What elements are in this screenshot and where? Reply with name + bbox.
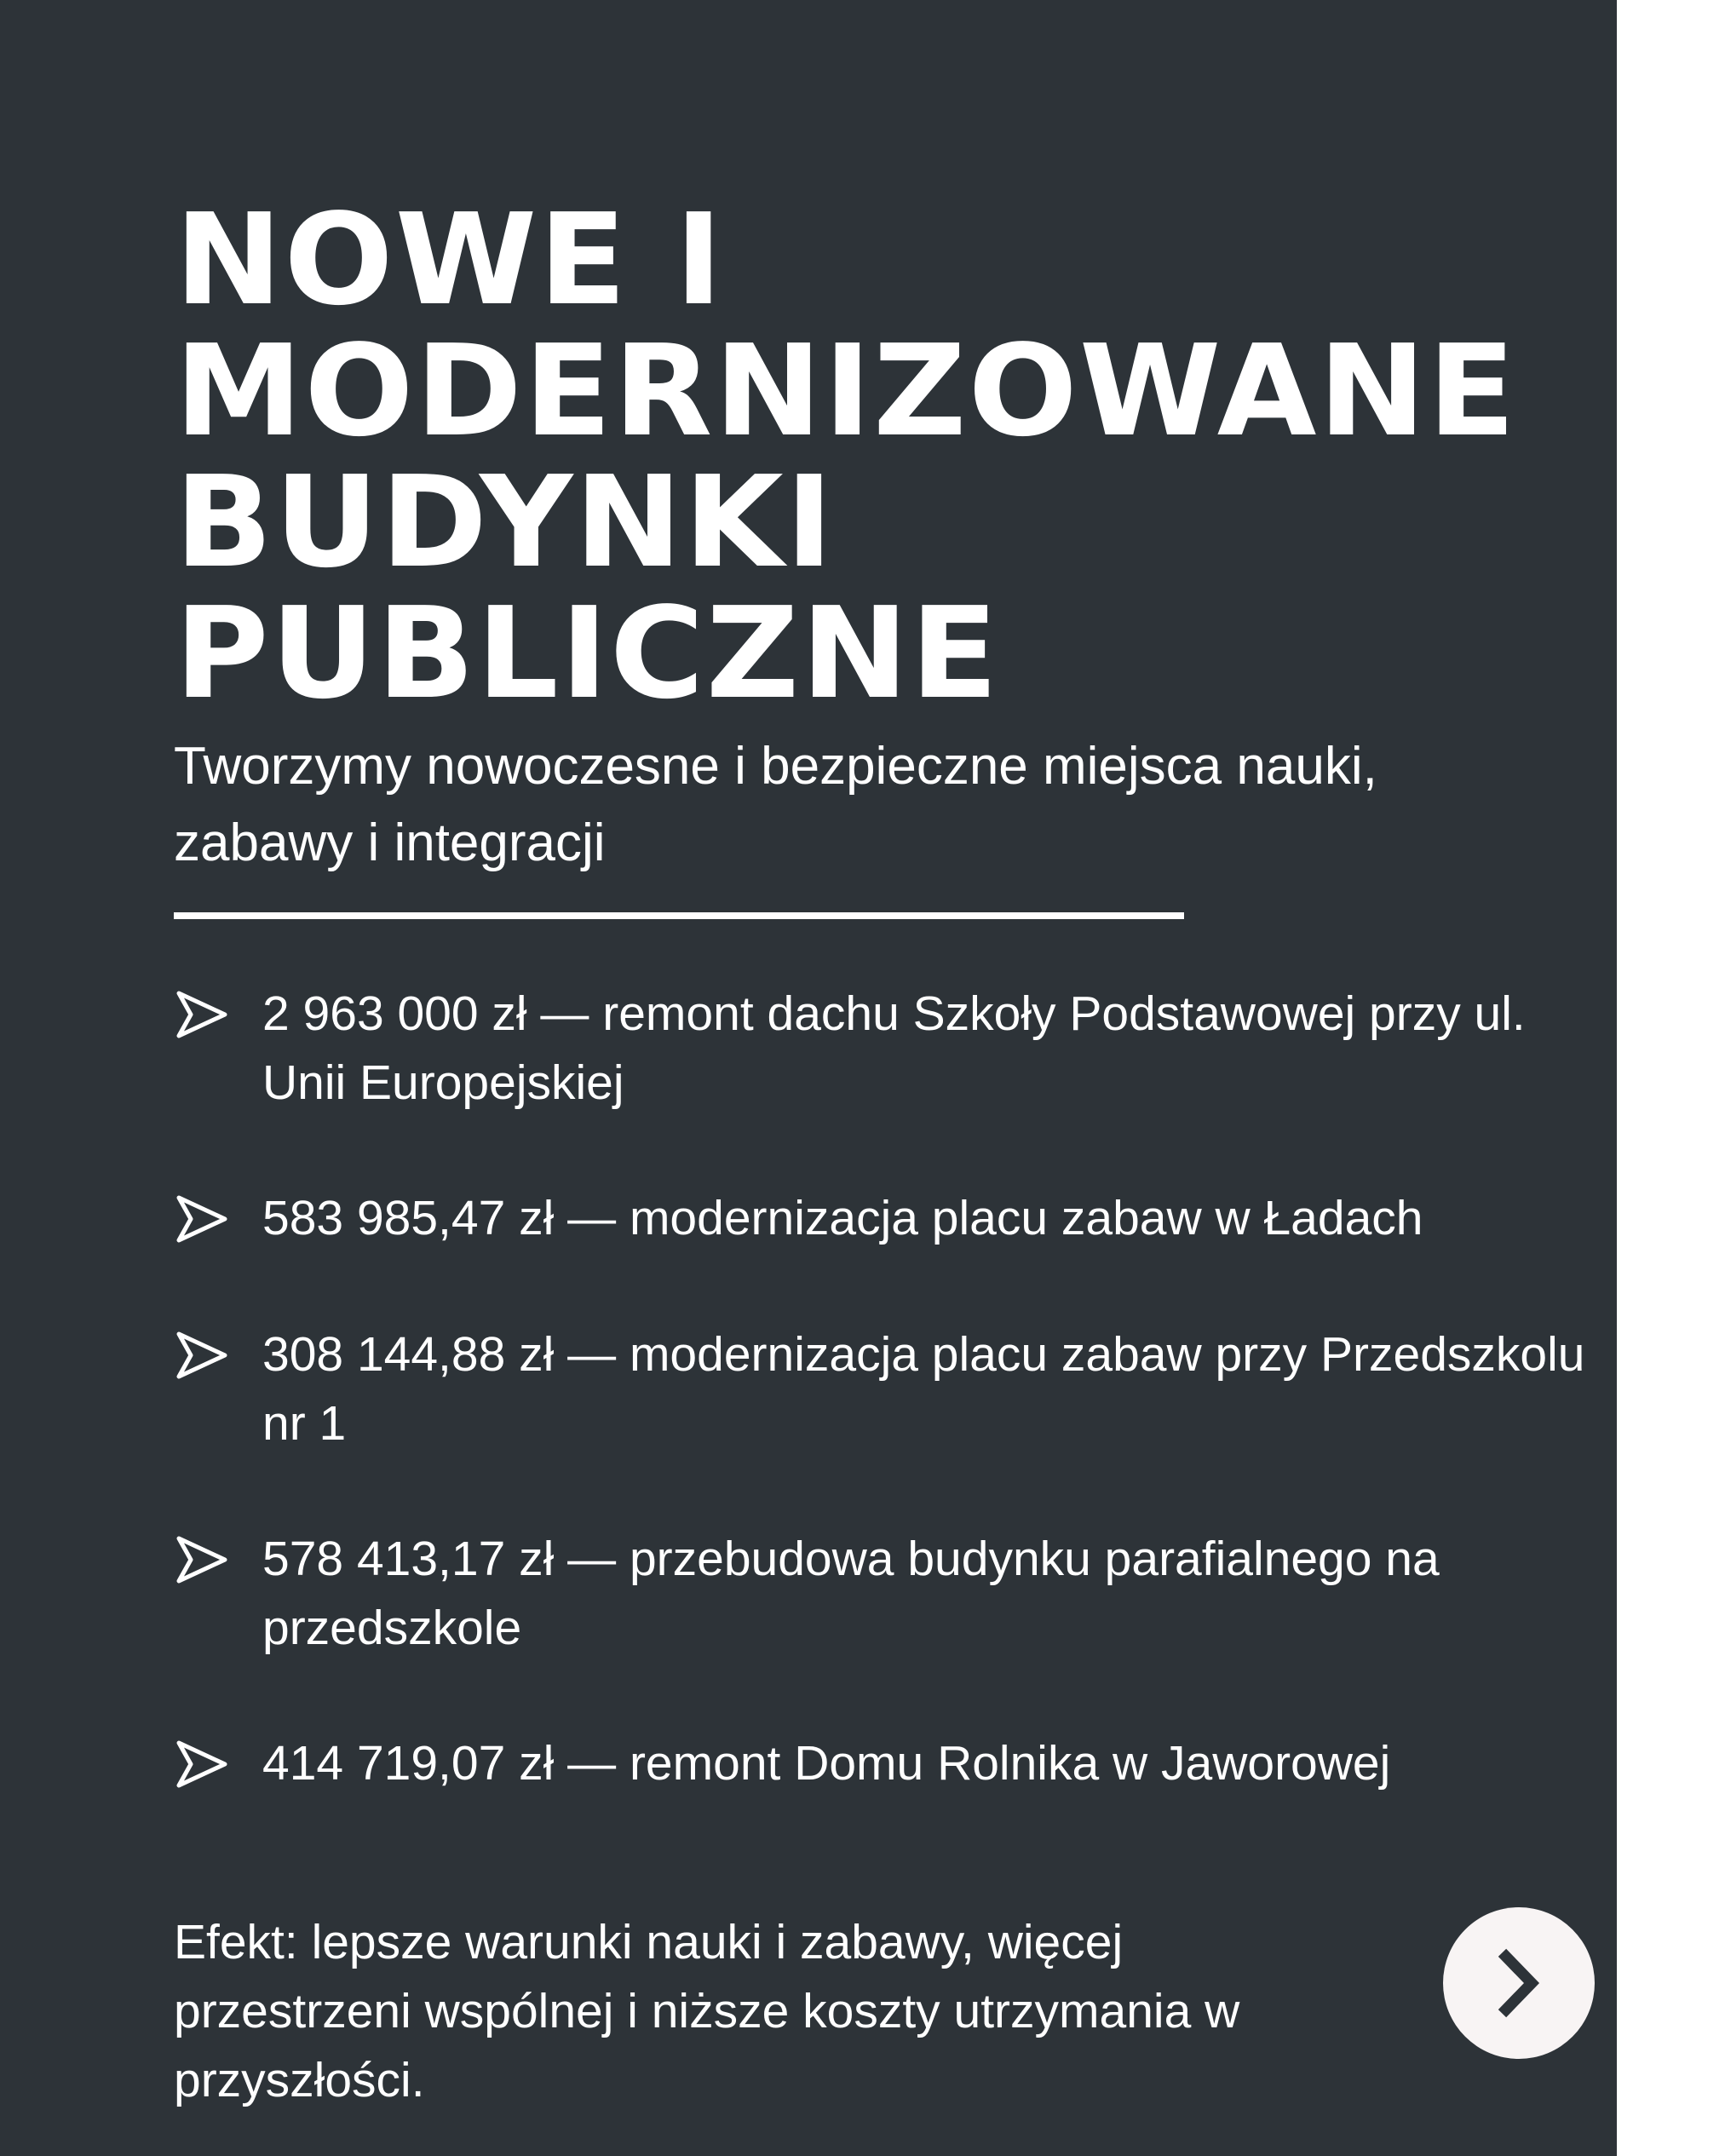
list-item-text: 583 985,47 zł — modernizacja placu zabaw w Ładach	[262, 1191, 1423, 1245]
title-line-1: NOWE I	[175, 187, 725, 333]
list-item-text: 2 963 000 zł — remont dachu Szkoły Podstawowej przy ul. Unii Europejskiej	[262, 986, 1526, 1110]
chevron-right-icon	[1481, 1945, 1557, 2021]
subtitle: Tworzymy nowoczesne i bezpieczne miejsca nauki, zabawy i integracji	[174, 737, 1377, 872]
list-item-text: 414 719,07 zł — remont Domu Rolnika w Jaworowej	[262, 1736, 1391, 1791]
list-item-text: 308 144,88 zł — modernizacja placu zabaw przy Przedszkolu nr 1	[262, 1327, 1585, 1451]
arrow-right-outline-icon	[174, 1532, 230, 1588]
title-line-4: PUBLICZNE	[175, 580, 1000, 727]
arrow-right-outline-icon	[174, 1191, 230, 1247]
next-button[interactable]	[1443, 1907, 1595, 2059]
arrow-right-outline-icon	[174, 986, 230, 1043]
title-line-2: MODERNIZOWANE	[175, 318, 1518, 464]
effect-summary: Efekt: lepsze warunki nauki i zabawy, więcej przestrzeni wspólnej i niższe koszty utrzymania w przyszłości.	[174, 1915, 1240, 2107]
list-item-text: 578 413,17 zł — przebudowa budynku parafialnego na przedszkole	[262, 1532, 1440, 1655]
arrow-right-outline-icon	[174, 1736, 230, 1792]
arrow-right-outline-icon	[174, 1327, 230, 1383]
title-line-3: BUDYNKI	[175, 449, 836, 595]
